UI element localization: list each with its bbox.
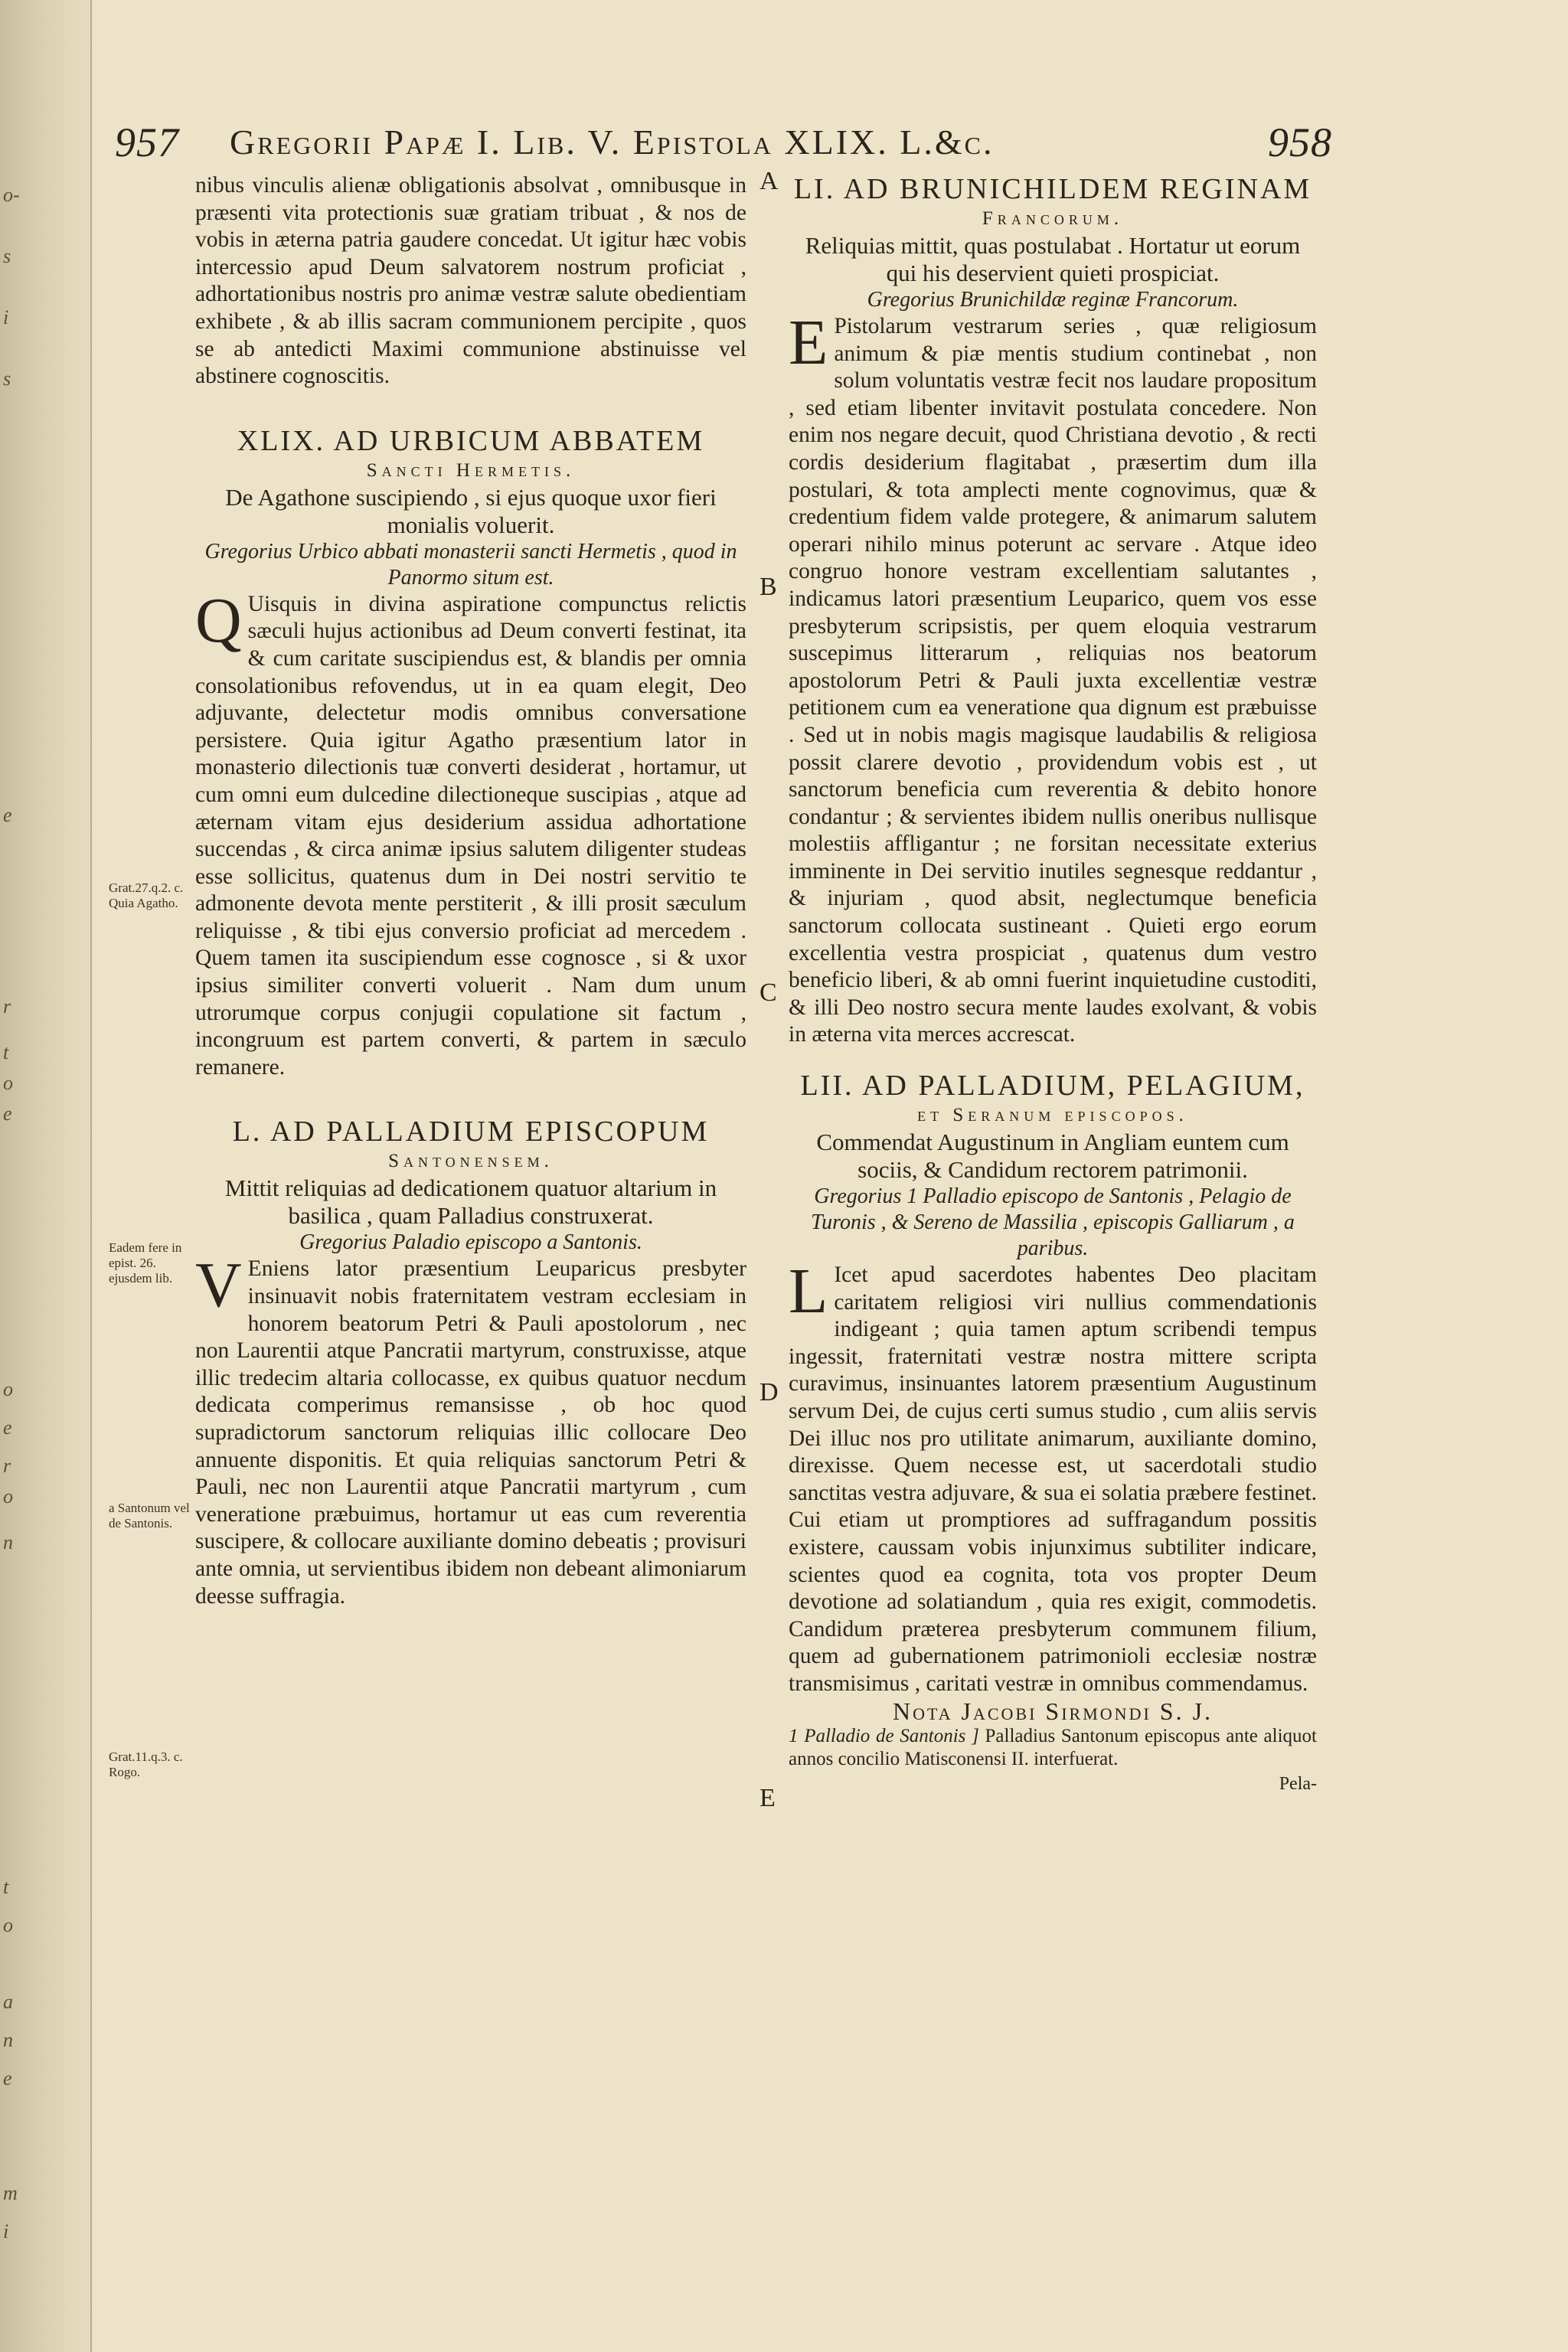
gutter-fragment: e (3, 804, 12, 826)
gutter-fragment: o (3, 1072, 13, 1094)
dropcap: Q (195, 584, 242, 656)
nota-body: Palladius Santonum episcopus ante aliquot annos concilio Matisconensi II. interfuerat. (789, 1726, 1317, 1770)
margin-letter-c: C (760, 978, 777, 1007)
margin-letter-e: E (760, 1784, 776, 1812)
epistle-52-body (789, 1256, 1317, 1698)
dropcap: L (789, 1256, 828, 1328)
gutter-fragment: o (3, 1914, 13, 1936)
margin-letter-a: A (760, 167, 779, 195)
epistle-49-summary: De Agathone suscipiendo , si ejus quoque uxor fieri monialis voluerit. (225, 483, 717, 538)
gutter-fragment: e (3, 1102, 12, 1125)
side-note-santonum: a Santonum vel de Santonis. (109, 1501, 190, 1530)
epistle-52-salutation: Gregorius 1 Palladio episcopo de Santonis , Pelagio de Turonis , & Sereno de Massilia , episcopis Galliarum , a paribus. (811, 1184, 1295, 1261)
gutter-fragment: r (3, 995, 11, 1018)
epistle-52-summary: Commendat Augustinum in Angliam euntem cum sociis, & Candidum rectorem patrimonii. (816, 1129, 1289, 1184)
epistle-50-salutation: Gregorius Paladio episcopo a Santonis. (299, 1230, 642, 1255)
left-column (195, 172, 746, 1610)
epistle-49-body (195, 584, 746, 1082)
gutter-fragment: n (3, 2029, 13, 2051)
dropcap: E (789, 307, 828, 378)
epistle-51-title: LI. AD BRUNICHILDEM REGINAM (793, 173, 1312, 205)
gutter-fragment: o- (3, 184, 20, 206)
right-column (789, 172, 1317, 1798)
gutter-fragment: i (3, 2220, 9, 2243)
nota-reference: 1 Palladio de Santonis ] (789, 1726, 979, 1747)
epistle-49-subtitle: Sancti Hermetis. (366, 459, 576, 481)
epistle-49-salutation: Gregorius Urbico abbati monasterii sancti Hermetis , quod in Panormo situm est. (204, 539, 737, 590)
gutter-fragment: a (3, 1991, 13, 2013)
epistle-51-body (789, 307, 1317, 1049)
side-note-eadem: Eadem fere in epist. 26. ejusdem lib. (109, 1240, 182, 1285)
gutter-fragment: i (3, 306, 9, 328)
epistle-50-subtitle: Santonensem. (388, 1151, 554, 1172)
gutter-adjacent-page (0, 0, 92, 2352)
epistle-52-title: LII. AD PALLADIUM, PELAGIUM, (800, 1070, 1305, 1102)
epistle-50-title: L. AD PALLADIUM EPISCOPUM (232, 1116, 710, 1148)
gutter-fragment: m (3, 2182, 18, 2204)
epistle-51-salutation: Gregorius Brunichildæ reginæ Francorum. (867, 288, 1239, 312)
epistle-52-text: Icet apud sacerdotes habentes Deo placitam caritatem religiosi viri nullius commendationis indigeant ; quia tamen aptum scribendi tempus ingessit, fraternitati vestræ nostra mittere scripta curavimus, insinuantes latorem præsentium Augustinum servum Dei, de cujus certi sumus studio , cum aliis servis Dei illuc nos pro utilitate animarum, auxiliante domino, direxisse. Quem necesse est, ut sacerdotali studio sanctitas vestra adjuvare, & sua ei solatia præbere festinet. Cui etiam ut promptiores ad suffragandum possitis existere, caussam vobis injunximus subtiliter indicare, scientes quod ea cognita, tota vos propter Deum devotione ad solatiandum , quia res exigit, commodetis. Candidum præterea presbyterum communem filium, quem ad gubernationem patrimonioli ecclesiæ nostræ transmisimus , caritati vestræ in omnibus commendamus. (789, 1263, 1317, 1696)
gutter-fragment: s (3, 245, 11, 267)
epistle-52-subtitle: et Seranum episcopos. (917, 1105, 1188, 1126)
epistle-51-text: Pistolarum vestrarum series , quæ religiosum animum & piæ mentis studium continebat , non solum voluntatis vestræ fecit nos laudare propositum , sed etiam libenter invitavit postulata concedere. Non enim nos negare decuit, quod Christiana devotio , & recti cordis desiderium flagitabat , præsertim dum illa postulari, & tota amplecti mente cognovimus, quæ & credentium fidem valde protegere, & animarum salutem operari nihilo minus poterunt ac servare . Atque ideo congruo honore vestram excellentiam salutantes , indicamus latori præsentium Leuparico, quem vos esse presbyterum scripsistis, per quem eloquia vestrarum suscepimus litterarum , reliquias nos beatorum apostolorum Petri & Pauli juxta excellentiæ vestræ petitionem cum ea veneratione qua dignum est præbuisse . Sed ut in nobis magis magisque laudabilis & religiosa possit clarere devotio , providendum vobis est , ut sanctorum beneficia cum reverentia & debito honore condantur ; & servientes ibidem nullis oneribus nullisque molestiis affligantur ; ne forsitan necessitate exterius imminente in Dei servitio inutiles segnesque reddantur , & injuriam , quod absit, neglectumque beneficia sanctorum collocata sustineant . Quieti ergo eorum excellentia vestra prospiciat , quatenus dum vestro beneficio liberi, & ab omni fuerint inquietudine custoditi, & illi Deo nostro secura mente laudes exolvant, & vobis in æterna vita merces accrescat. (789, 314, 1317, 1047)
epistle-51-subtitle: Francorum. (982, 208, 1124, 229)
gutter-fragment: o (3, 1378, 13, 1400)
folio-right: 958 (1268, 119, 1332, 165)
running-title: Gregorii Papæ I. Lib. V. Epistola XLIX. L.&c. (230, 122, 995, 162)
gutter-fragment: t (3, 1876, 9, 1898)
running-head (115, 119, 1332, 172)
dropcap: V (195, 1250, 242, 1321)
epistle-50-summary: Mittit reliquias ad dedicationem quatuor altarium in basilica , quam Palladius construxerat. (224, 1174, 717, 1230)
gutter-fragment: t (3, 1041, 9, 1063)
gutter-fragment: s (3, 368, 11, 390)
gutter-fragment: e (3, 1416, 12, 1439)
gutter-fragment: n (3, 1531, 13, 1553)
continuation-text: nibus vinculis alienæ obligationis absolvat , omnibusque in præsenti vita protectionis suæ gratiam tribuat , & nos de vobis in æterna patria gaudere concedat. Ut igitur hæc vobis intercessio apud Deum salvatorem nostrum proficiat , adhortationibus nostris pro animæ vestræ salute obedientiam exhibete , & ab illis sacram communionem percipite , quos se ab antedicti Maximi communione abstinuisse vel abstinere cognoscitis. (195, 173, 746, 389)
folio-left: 957 (115, 119, 179, 165)
nota-text (789, 1725, 1317, 1771)
side-note-grat-11: Grat.11.q.3. c. Rogo. (109, 1749, 183, 1779)
margin-letter-d: D (760, 1378, 779, 1406)
catchword: Pela- (1279, 1774, 1317, 1795)
epistle-50-body (195, 1250, 746, 1610)
gutter-fragment: e (3, 2067, 12, 2089)
side-note-grat-27: Grat.27.q.2. c. Quia Agatho. (109, 880, 184, 910)
epistle-49-text: Uisquis in divina aspiratione compunctus relictis sæculi hujus actionibus ad Deum converti festinat, ita & cum caritate suscipiendus est, & blandis per omnia consolationibus refovendus, ut in ea quam elegit, Deo adjuvante, delectetur modis omnibus conversatione persistere. Quia igitur Agatho præsentium lator in monasterio dilectionis tuæ converti desiderat , hortamur, ut cum omni eum dulcedine dilectioneque suscipias , atque ad æternam vitam ejus desiderium assidua adhortatione succendas , & circa animæ ipsius salutem diligenter studeas esse sollicitus, quatenus dum in Dei nostri servitio te admonente devota mente perstiterit , & illi prosit sæculum reliquisse , & tibi ejus conversio proficiat ad mercedem . Quem tamen ita suscipiendum esse cognosce , si & uxor ipsius similiter converti voluerit . Nam dum unum utrorumque corpus conjugii copulatione sit factum , incongruum est partem converti, & partem in sæculo remanere. (195, 591, 746, 1080)
epistle-51-summary: Reliquias mittit, quas postulabat . Hortatur ut eorum qui his deservient quieti prospiciat. (805, 232, 1301, 286)
margin-letter-b: B (760, 573, 777, 601)
nota-title: Nota Jacobi Sirmondi S. J. (892, 1697, 1214, 1725)
epistle-50-text: Eniens lator præsentium Leuparicus presbyter insinuavit nobis fraternitatem vestram ecclesiam in honorem beatorum Petri & Pauli apostolorum , nec non Laurentii atque Pancratii martyrum, construxisse, atque illic tredecim altaria collocasse, ex quibus quatuor necdum dedicata comperimus remansisse , ob hoc quod supradictorum sanctorum reliquias illic collocare Deo annuente disponitis. Et quia reliquias sanctorum Petri & Pauli, nec non Laurentii atque Pancratii martyrum , cum veneratione præbuimus, hortamur ut eas cum reverentia suscipere, & collocare auxiliante domino debeatis ; provisuri ante omnia, ut servientibus ibidem non debeant alimoniarum deesse suffragia. (195, 1256, 746, 1609)
gutter-fragment: o (3, 1485, 13, 1508)
gutter-fragment: r (3, 1455, 11, 1477)
epistle-49-title: XLIX. AD URBICUM ABBATEM (237, 424, 705, 457)
